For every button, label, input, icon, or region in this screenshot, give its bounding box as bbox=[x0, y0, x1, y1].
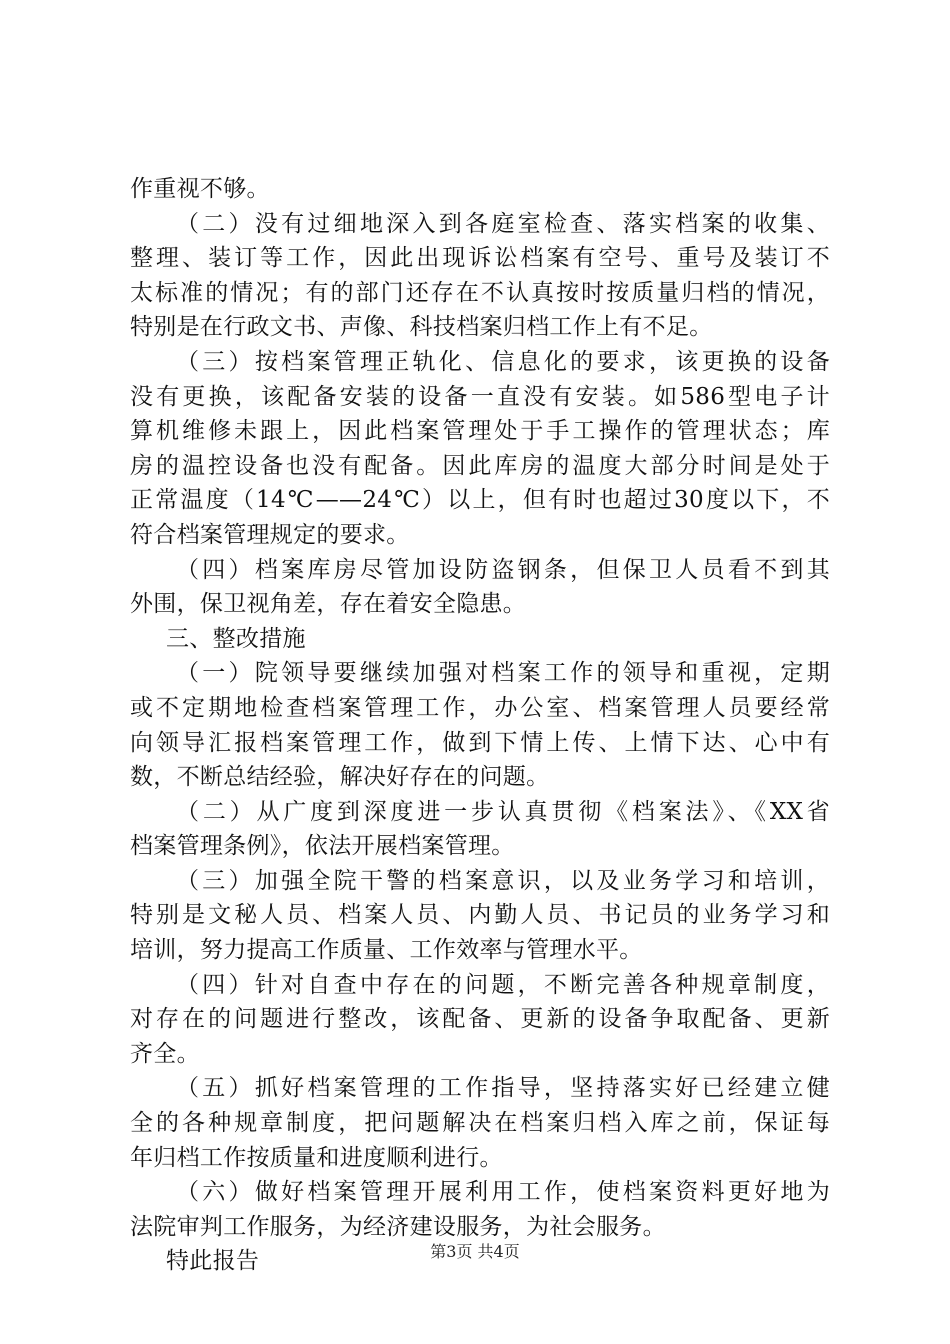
text-line: 作重视不够。 bbox=[130, 176, 270, 202]
text-line: 太标准的情况；有的部门还存在不认真按时按质量归档的情况， bbox=[130, 279, 830, 306]
text-line: 全的各种规章制度，把问题解决在档案归档入库之前，保证每 bbox=[130, 1110, 830, 1137]
text-line: 外围，保卫视角差，存在着安全隐患。 bbox=[130, 591, 527, 618]
text-line: （三）加强全院干警的档案意识，以及业务学习和培训， bbox=[176, 867, 830, 894]
text-line: 数，不断总结经验，解决好存在的问题。 bbox=[130, 764, 550, 791]
text-line: （六）做好档案管理开展利用工作，使档案资料更好地为 bbox=[176, 1179, 830, 1206]
text-line: （二）从广度到深度进一步认真贯彻《档案法》、《XX省 bbox=[176, 798, 830, 825]
text-line: （四）针对自查中存在的问题，不断完善各种规章制度， bbox=[176, 971, 830, 998]
text-line: （一）院领导要继续加强对档案工作的领导和重视，定期 bbox=[176, 660, 830, 687]
page-number: 第3页 共4页 bbox=[430, 1242, 520, 1261]
document-body bbox=[130, 172, 830, 1279]
text-line: 算机维修未跟上，因此档案管理处于手工操作的管理状态；库 bbox=[130, 418, 830, 445]
text-line: 对存在的问题进行整改，该配备、更新的设备争取配备、更新 bbox=[130, 1006, 830, 1033]
page-footer bbox=[0, 1242, 950, 1262]
closing-line: 特此报告 bbox=[166, 1248, 260, 1275]
text-line: 整理、装订等工作，因此出现诉讼档案有空号、重号及装订不 bbox=[130, 245, 830, 272]
section-heading: 三、整改措施 bbox=[166, 625, 306, 652]
text-line: 特别是文秘人员、档案人员、内勤人员、书记员的业务学习和 bbox=[130, 902, 830, 929]
text-line: 房的温控设备也没有配备。因此库房的温度大部分时间是处于 bbox=[130, 452, 830, 479]
text-line: （五）抓好档案管理的工作指导，坚持落实好已经建立健 bbox=[176, 1075, 830, 1102]
text-line: 年归档工作按质量和进度顺利进行。 bbox=[130, 1144, 503, 1171]
text-line: 正常温度（14℃——24℃）以上，但有时也超过30度以下，不 bbox=[130, 487, 830, 514]
text-line: （四）档案库房尽管加设防盗钢条，但保卫人员看不到其 bbox=[176, 556, 830, 583]
text-line: 培训，努力提高工作质量、工作效率与管理水平。 bbox=[130, 937, 643, 964]
text-line: 齐全。 bbox=[130, 1040, 200, 1067]
text-line: 档案管理条例》，依法开展档案管理。 bbox=[130, 833, 515, 860]
text-line: （二）没有过细地深入到各庭室检查、落实档案的收集、 bbox=[176, 210, 830, 237]
text-line: 没有更换，该配备安装的设备一直没有安装。如586型电子计 bbox=[130, 383, 830, 410]
text-line: 符合档案管理规定的要求。 bbox=[130, 521, 410, 548]
text-line: （三）按档案管理正轨化、信息化的要求，该更换的设备 bbox=[176, 348, 830, 375]
text-line: 特别是在行政文书、声像、科技档案归档工作上有不足。 bbox=[130, 314, 713, 341]
text-line: 或不定期地检查档案管理工作，办公室、档案管理人员要经常 bbox=[130, 694, 830, 721]
text-line: 向领导汇报档案管理工作，做到下情上传、上情下达、心中有 bbox=[130, 729, 830, 756]
text-line: 法院审判工作服务，为经济建设服务，为社会服务。 bbox=[130, 1213, 666, 1240]
